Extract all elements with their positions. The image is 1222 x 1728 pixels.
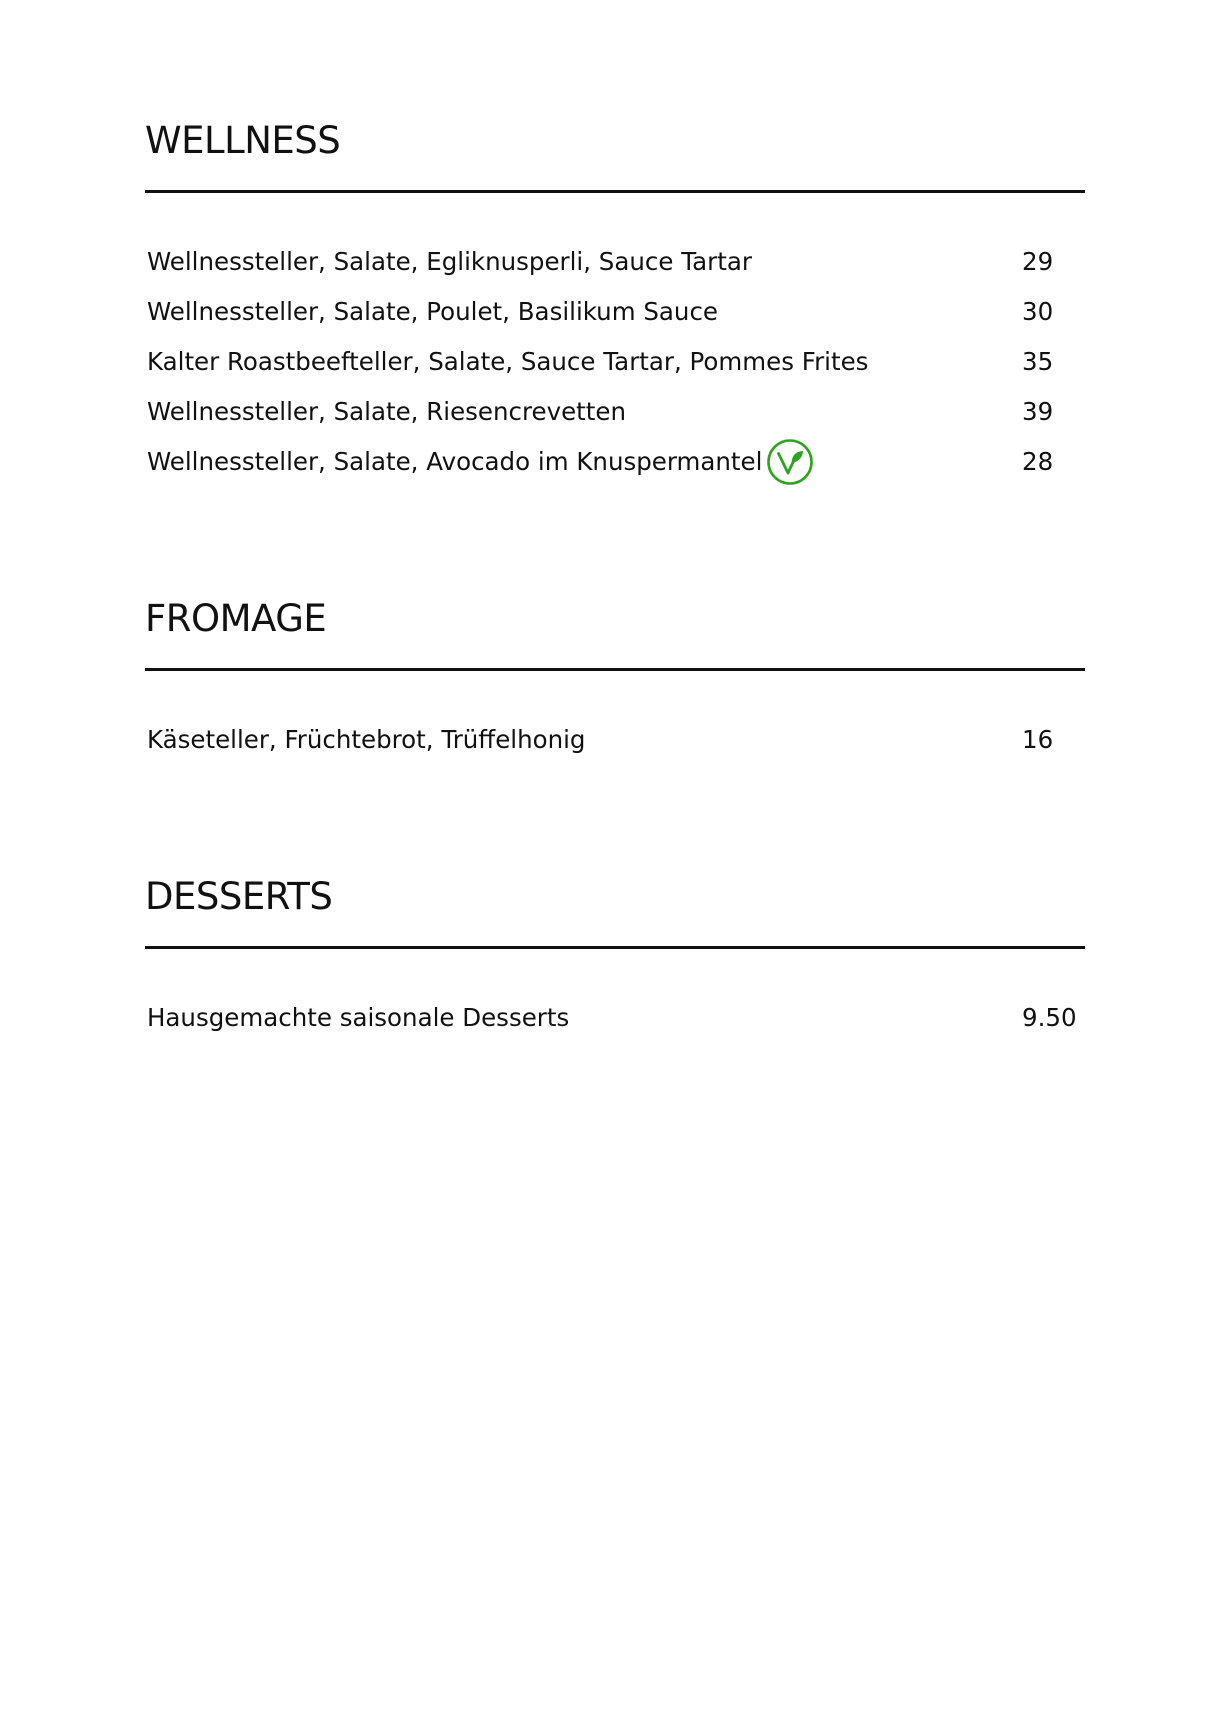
section-wellness <box>145 118 1085 476</box>
section-fromage <box>145 596 1085 754</box>
menu-item-price: 28 <box>1022 447 1054 476</box>
menu-item-price: 39 <box>1022 397 1054 426</box>
menu-item-name: Wellnessteller, Salate, Poulet, Basilikum Sauce <box>147 297 719 326</box>
menu-item <box>147 287 1057 337</box>
menu-item-price: 35 <box>1022 347 1054 376</box>
menu-item-price: 9.50 <box>1022 1003 1077 1032</box>
section-title: DESSERTS <box>145 875 333 918</box>
section-divider <box>145 946 1085 949</box>
menu-item <box>147 337 1057 387</box>
vegan-icon <box>766 438 814 486</box>
menu-item-name: Wellnessteller, Salate, Riesencrevetten <box>147 397 626 426</box>
menu-item-price: 29 <box>1022 247 1054 276</box>
menu-item <box>147 387 1057 437</box>
menu-item-price: 16 <box>1022 725 1054 754</box>
menu-item-price: 30 <box>1022 297 1054 326</box>
menu-item-name: Kalter Roastbeefteller, Salate, Sauce Tartar, Pommes Frites <box>147 347 869 376</box>
menu-item <box>147 715 1057 765</box>
menu-item <box>147 993 1077 1043</box>
menu-item-name: Wellnessteller, Salate, Avocado im Knuspermantel <box>147 447 763 476</box>
menu-item-name: Käseteller, Früchtebrot, Trüffelhonig <box>147 725 586 754</box>
menu-item <box>147 437 1057 487</box>
section-title: WELLNESS <box>145 119 341 162</box>
menu-item-name: Wellnessteller, Salate, Egliknusperli, Sauce Tartar <box>147 247 752 276</box>
menu-item-name: Hausgemachte saisonale Desserts <box>147 1003 570 1032</box>
section-divider <box>145 190 1085 193</box>
section-title: FROMAGE <box>145 597 327 640</box>
section-divider <box>145 668 1085 671</box>
section-desserts <box>145 874 1085 1032</box>
menu-item <box>147 237 1057 287</box>
